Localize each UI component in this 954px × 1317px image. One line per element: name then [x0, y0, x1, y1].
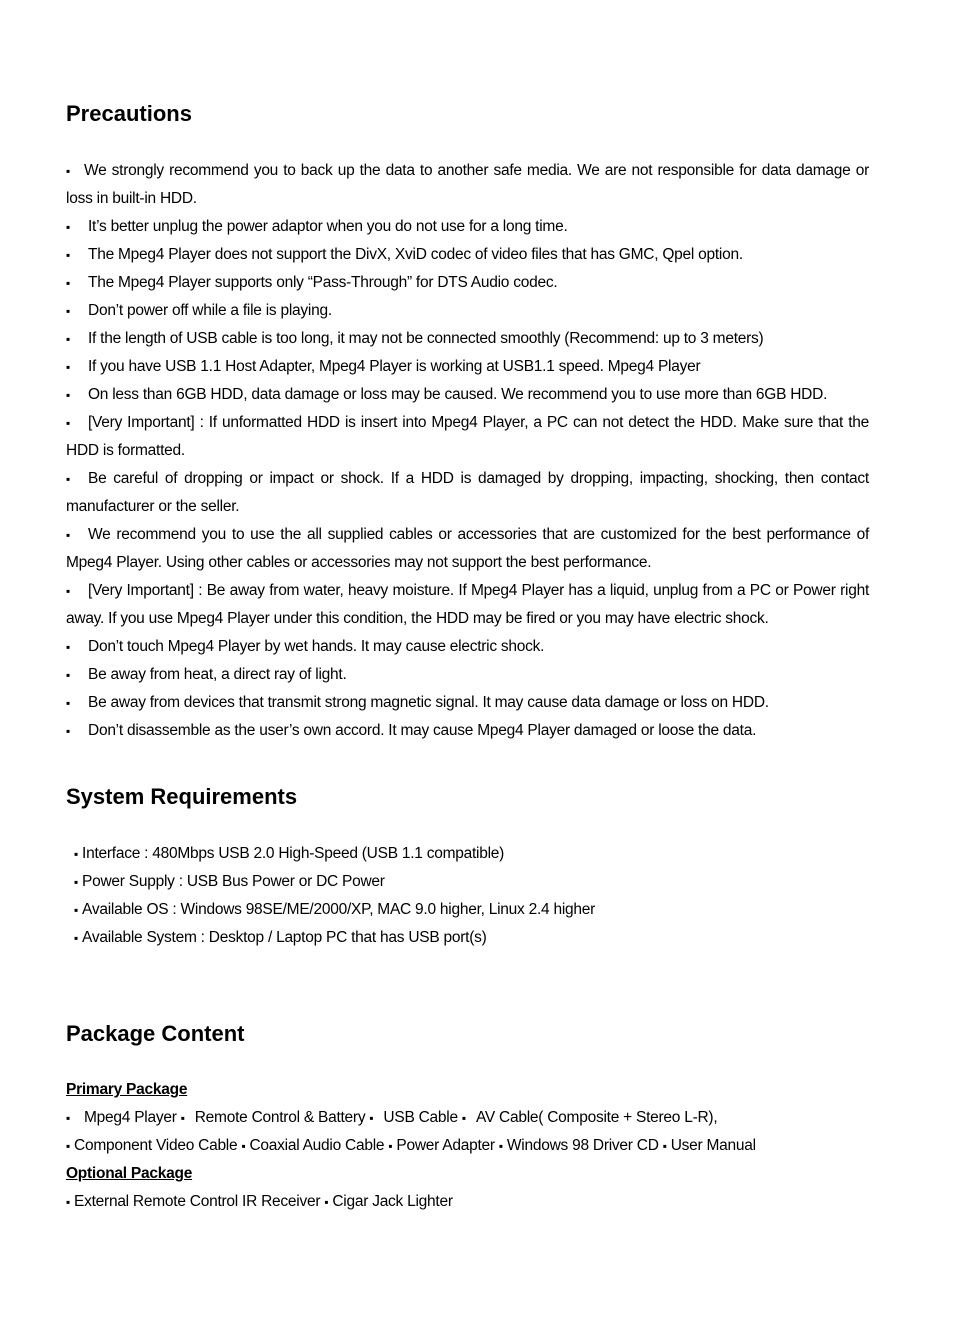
bullet-icon: ▪: [66, 248, 71, 262]
list-item: ▪ Interface : 480Mbps USB 2.0 High-Speed (USB 1.1 compatible): [74, 845, 505, 862]
bullet-icon: ▪: [66, 668, 71, 682]
list-item: ▪ Don’t power off while a file is playing.: [66, 297, 869, 325]
bullet-icon: ▪: [66, 164, 71, 178]
bullet-icon: ▪: [66, 388, 71, 402]
package-item: Windows 98 Driver CD: [506, 1137, 659, 1154]
list-item: ▪ Available System : Desktop / Laptop PC that has USB port(s): [74, 929, 487, 946]
primary-package-line-2: [66, 1132, 756, 1160]
bullet-icon: ▪: [180, 1111, 185, 1125]
bullet-icon: ▪: [66, 724, 71, 738]
list-item: ▪ The Mpeg4 Player supports only “Pass-Through” for DTS Audio codec.: [66, 269, 869, 297]
bullet-icon: ▪: [241, 1139, 246, 1153]
bullet-icon: ▪: [461, 1111, 466, 1125]
bullet-icon: ▪: [66, 304, 71, 318]
list-item: ▪ The Mpeg4 Player does not support the DivX, XviD codec of video files that has GMC, Qpel option.: [66, 241, 869, 269]
bullet-icon: ▪: [66, 1195, 71, 1209]
package-item: Mpeg4 Player: [84, 1109, 177, 1126]
bullet-icon: ▪: [74, 875, 79, 889]
package-content-heading: Package Content: [66, 1021, 245, 1046]
list-item: ▪ Be away from heat, a direct ray of light.: [66, 661, 869, 689]
bullet-icon: ▪: [66, 640, 71, 654]
primary-package-label: Primary Package: [66, 1081, 188, 1098]
bullet-icon: ▪: [66, 528, 71, 542]
bullet-icon: ▪: [498, 1139, 503, 1153]
list-item: ▪ [Very Important] : If unformatted HDD is insert into Mpeg4 Player, a PC can not detect the HDD. Make sure that the HDD is formatted.: [66, 409, 869, 465]
list-item: ▪ Don’t touch Mpeg4 Player by wet hands. It may cause electric shock.: [66, 633, 869, 661]
list-item: ▪ Be careful of dropping or impact or shock. If a HDD is damaged by dropping, impacting, shocking, then contact manufacturer or the seller.: [66, 465, 869, 521]
package-item: External Remote Control IR Receiver: [74, 1193, 321, 1210]
bullet-icon: ▪: [66, 416, 71, 430]
bullet-icon: ▪: [324, 1195, 329, 1209]
bullet-icon: ▪: [662, 1139, 667, 1153]
list-item: ▪ If you have USB 1.1 Host Adapter, Mpeg4 Player is working at USB1.1 speed. Mpeg4 Player: [66, 353, 869, 381]
bullet-icon: ▪: [388, 1139, 393, 1153]
bullet-icon: ▪: [66, 1139, 71, 1153]
list-item: ▪ We strongly recommend you to back up the data to another safe media. We are not responsible for data damage or loss in built-in HDD.: [66, 157, 869, 213]
package-item: Coaxial Audio Cable: [249, 1137, 385, 1154]
bullet-icon: ▪: [66, 1111, 71, 1125]
bullet-icon: ▪: [66, 332, 71, 346]
package-item: AV Cable( Composite + Stereo L-R),: [475, 1109, 718, 1126]
bullet-icon: ▪: [66, 276, 71, 290]
bullet-icon: ▪: [66, 220, 71, 234]
package-item: Remote Control & Battery: [194, 1109, 366, 1126]
optional-package-line: [66, 1188, 453, 1216]
system-requirements-heading: System Requirements: [66, 784, 298, 809]
package-item: USB Cable: [383, 1109, 458, 1126]
precautions-list: [66, 157, 869, 745]
list-item: ▪ It’s better unplug the power adaptor when you do not use for a long time.: [66, 213, 869, 241]
system-requirements-list: [74, 840, 595, 952]
package-item: Component Video Cable: [74, 1137, 238, 1154]
package-item: User Manual: [670, 1137, 756, 1154]
package-item: Cigar Jack Lighter: [332, 1193, 453, 1210]
list-item: ▪ Power Supply : USB Bus Power or DC Power: [74, 873, 385, 890]
list-item: ▪ We recommend you to use the all supplied cables or accessories that are customized for the best performance of Mpeg4 Player. Using other cables or accessories may not support the best performance.: [66, 521, 869, 577]
precautions-heading: Precautions: [66, 101, 192, 126]
optional-package-label: Optional Package: [66, 1165, 193, 1182]
bullet-icon: ▪: [369, 1111, 374, 1125]
bullet-icon: ▪: [66, 696, 71, 710]
bullet-icon: ▪: [74, 847, 79, 861]
bullet-icon: ▪: [66, 472, 71, 486]
list-item: ▪ Be away from devices that transmit strong magnetic signal. It may cause data damage or loss on HDD.: [66, 689, 869, 717]
list-item: ▪ On less than 6GB HDD, data damage or loss may be caused. We recommend you to use more than 6GB HDD.: [66, 381, 869, 409]
primary-package-line-1: [66, 1104, 717, 1132]
bullet-icon: ▪: [66, 584, 71, 598]
list-item: ▪ Don’t disassemble as the user’s own accord. It may cause Mpeg4 Player damaged or loose the data.: [66, 717, 869, 745]
bullet-icon: ▪: [66, 360, 71, 374]
bullet-icon: ▪: [74, 931, 79, 945]
package-item: Power Adapter: [396, 1137, 495, 1154]
list-item: ▪ If the length of USB cable is too long, it may not be connected smoothly (Recommend: up to 3 meters): [66, 325, 869, 353]
bullet-icon: ▪: [74, 903, 79, 917]
list-item: ▪ Available OS : Windows 98SE/ME/2000/XP, MAC 9.0 higher, Linux 2.4 higher: [74, 901, 596, 918]
list-item: ▪ [Very Important] : Be away from water, heavy moisture. If Mpeg4 Player has a liquid, unplug from a PC or Power right away. If you use Mpeg4 Player under this condition, the HDD may be fired or you may have electric shock.: [66, 577, 869, 633]
